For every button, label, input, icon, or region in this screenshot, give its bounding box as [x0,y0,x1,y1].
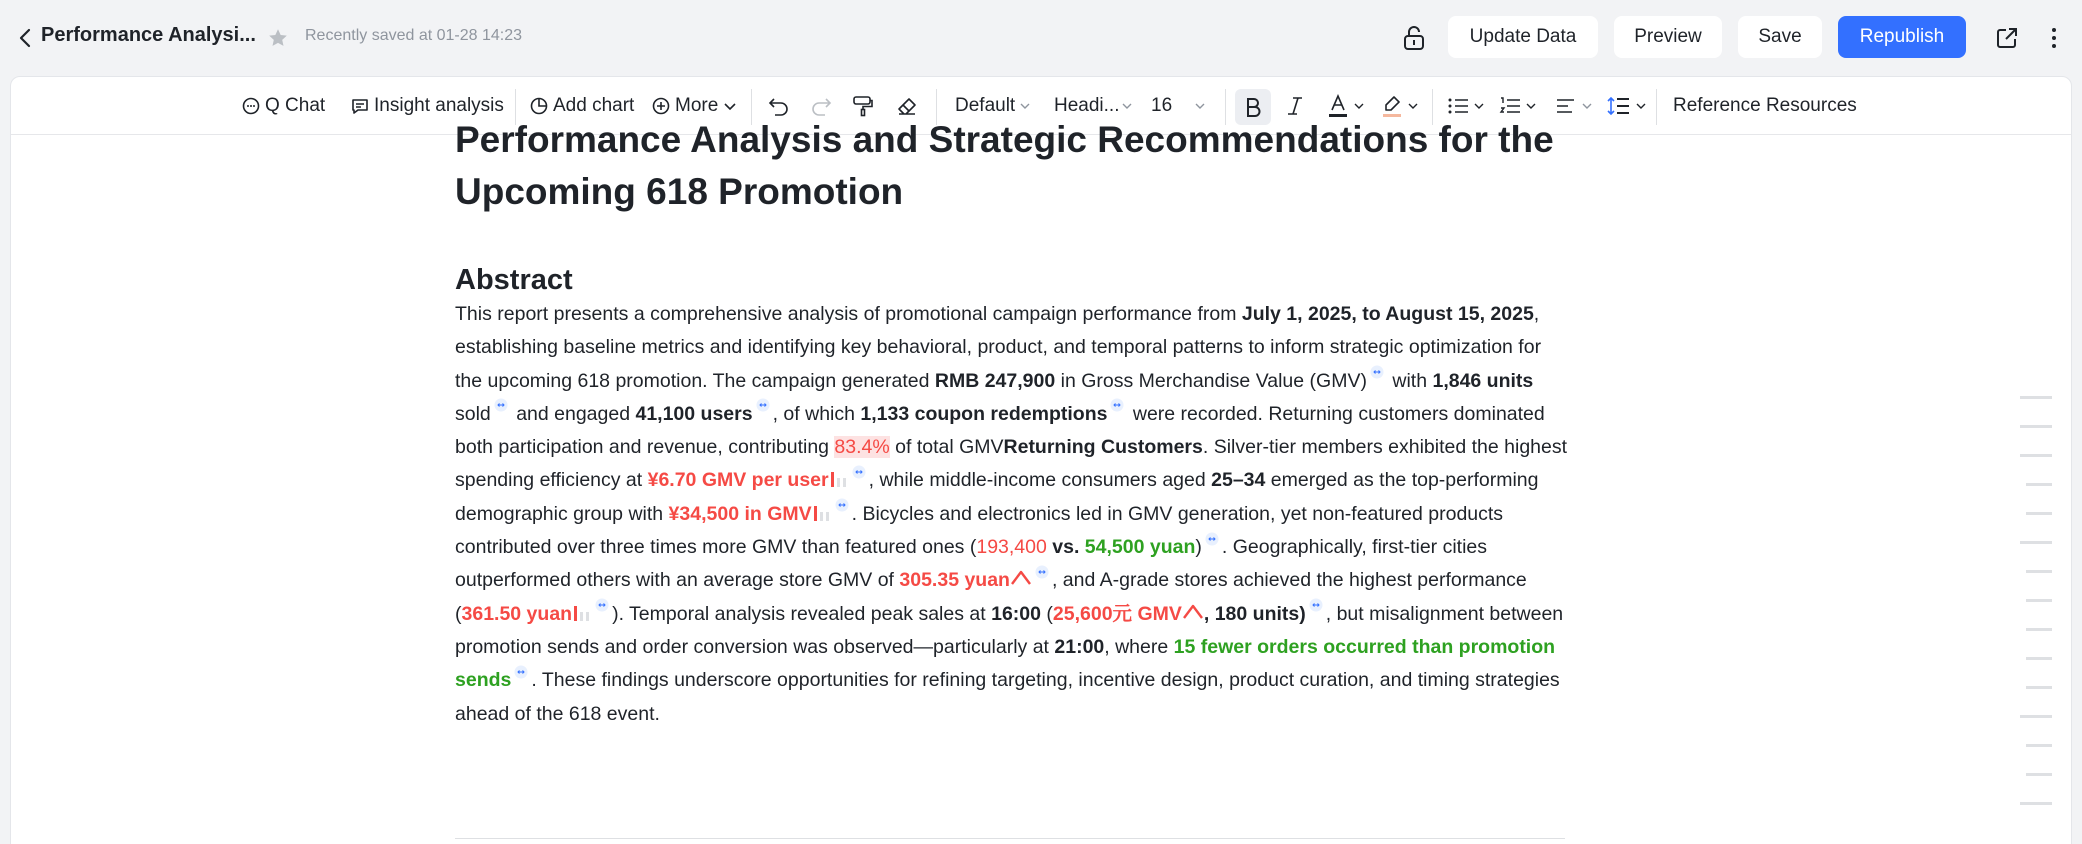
source-link-icon[interactable] [595,598,609,612]
text-run: , of which [772,402,861,425]
text-run: . Bicycles and electronics led in GMV generation, yet non-featured products contributed over three times more GMV than featured ones ( [455,502,1504,559]
outline-marker[interactable] [2020,541,2052,544]
text-run: sold [455,402,491,425]
demographic-gmv-value: ¥34,500 in GMV [668,502,812,525]
text-run: , but misalignment between promotion sends and order conversion was observed—particularly at [455,602,1564,658]
align-left-icon [1555,96,1577,116]
text-run: . These findings underscore opportunities for refining targeting, incentive design, product curation, and timing strategies ahead of the 618 event. [455,669,1560,725]
text-run: in Gross Merchandise Value (GMV) [1055,369,1367,392]
star-icon[interactable] [267,27,289,49]
outline-marker[interactable] [2026,512,2052,515]
text-run: This report presents a comprehensive analysis of promotional campaign performance from [455,303,1242,325]
lock-icon[interactable] [1402,25,1426,51]
back-arrow-icon[interactable] [16,26,36,50]
outline-marker[interactable] [2026,773,2052,776]
text-run: ) [1195,536,1202,559]
content-divider [455,838,1565,839]
more-vertical-icon[interactable] [2047,25,2061,51]
bar-chart-icon [829,470,849,488]
open-external-icon[interactable] [1995,26,2019,50]
featured-gmv-value: 54,500 yuan [1084,536,1196,559]
outline-marker[interactable] [2020,454,2052,457]
outline-marker[interactable] [2026,599,2052,602]
plus-circle-icon [651,96,671,116]
units-value: 1,846 units [1432,369,1534,392]
chevron-down-icon [1019,100,1031,112]
source-link-icon[interactable] [1035,565,1049,579]
abstract-paragraph [455,298,1570,731]
peak-gmv-value: 25,600元 GMV [1052,602,1182,625]
line-spacing-icon [1607,95,1631,117]
chat-icon [241,96,261,116]
preview-button[interactable]: Preview [1614,16,1722,58]
save-button[interactable]: Save [1738,16,1822,58]
style-select-value: Default [955,95,1016,116]
users-value: 41,100 users [635,402,753,425]
gmv-value: RMB 247,900 [934,369,1056,392]
text-run: ( [1040,602,1053,625]
top-bar [0,0,2082,76]
outline-marker[interactable] [2026,628,2052,631]
chevron-down-icon [1525,100,1537,112]
silver-gmv-value: ¥6.70 GMV per user [647,469,829,492]
toolbar-divider [1656,89,1657,125]
source-link-icon[interactable] [756,398,770,412]
text-run: , where [1104,635,1174,658]
chevron-down-icon [1194,100,1206,112]
document-title[interactable]: Performance Analysi... [41,24,256,46]
outline-marker[interactable] [2026,744,2052,747]
store-gmv-value: 305.35 yuan [899,569,1010,592]
font-size-value: 16 [1151,95,1173,116]
peak-hour: 16:00 [991,602,1041,625]
source-link-icon[interactable] [835,498,849,512]
outline-marker[interactable] [2020,425,2052,428]
bar-chart-icon [812,504,832,522]
comment-icon [350,96,370,116]
reference-resources-button[interactable]: Reference Resources [1673,95,1857,116]
update-data-button[interactable]: Update Data [1448,16,1598,58]
text-run: ). Temporal analysis revealed peak sales at [612,602,992,625]
returning-share-value: 83.4% [834,436,890,459]
numbered-list-icon [1499,96,1521,116]
text-run: . Geographically, first-tier cities outperformed others with an average store GMV of [455,536,1488,592]
non-featured-gmv-value: 193,400 [976,536,1047,559]
text-run: with [1386,369,1433,392]
abstract-heading: Abstract [455,264,573,296]
bullet-list-icon [1447,96,1469,116]
bar-chart-icon [572,604,592,622]
source-link-icon[interactable] [852,465,866,479]
republish-button[interactable]: Republish [1838,16,1966,58]
pie-chart-icon [529,96,549,116]
outline-marker[interactable] [2026,657,2052,660]
a-grade-gmv-value: 361.50 yuan [461,602,573,625]
document-outline[interactable] [2016,396,2052,831]
outline-marker[interactable] [2020,802,2052,805]
chevron-down-icon [1635,100,1647,112]
source-link-icon[interactable] [1370,365,1384,379]
source-link-icon[interactable] [1309,598,1323,612]
source-link-icon[interactable] [1205,532,1219,546]
coupon-value: 1,133 coupon redemptions [860,402,1108,425]
misalignment-hour: 21:00 [1054,635,1105,658]
returning-customers-label: Returning Customers [1003,436,1203,459]
chevron-down-icon [1407,100,1419,112]
outline-marker[interactable] [2026,686,2052,689]
chevron-down-icon [1353,100,1365,112]
align-button[interactable] [1555,91,1593,121]
heading-select-value: Headi... [1054,95,1120,116]
text-run: , and A-grade stores achieved the highest performance ( [455,569,1527,625]
source-link-icon[interactable] [494,398,508,412]
chevron-down-icon [1121,100,1133,112]
outline-marker[interactable] [2020,715,2052,718]
q-chat-button[interactable] [241,91,325,121]
date-range: July 1, 2025, to August 15, 2025 [1241,303,1534,325]
text-run: , establishing baseline metrics and identifying key behavioral, product, and temporal patterns to inform strategic optimization for the upcoming 618 promotion. The campaign generated [455,303,1542,392]
outline-marker[interactable] [2020,396,2052,399]
source-link-icon[interactable] [1110,398,1124,412]
save-status: Recently saved at 01-28 14:23 [305,27,523,44]
age-range: 25–34 [1211,469,1266,492]
fewer-orders-note: 15 fewer orders occurred than promotion sends [455,635,1556,692]
insight-analysis-label: Insight analysis [374,95,504,116]
text-run: and engaged [510,402,636,425]
chevron-down-icon [1473,100,1485,112]
vs-label: vs. [1046,536,1085,559]
trend-up-icon [1010,568,1032,586]
trend-up-icon [1182,602,1204,620]
chevron-down-icon [722,98,738,114]
chevron-down-icon [1581,100,1593,112]
outline-marker[interactable] [2026,570,2052,573]
text-run: emerged as the top-performing demographic group with [455,469,1539,525]
document-heading: Performance Analysis and Strategic Recommendations for the Upcoming 618 Promotion [455,119,1554,212]
peak-units: , 180 units) [1203,602,1306,625]
add-chart-label: Add chart [553,95,635,116]
line-spacing-button[interactable] [1607,91,1647,121]
q-chat-label: Q Chat [265,95,326,116]
text-run: , while middle-income consumers aged [868,469,1212,492]
more-label: More [675,95,719,116]
outline-marker[interactable] [2026,483,2052,486]
text-run: . Silver-tier members exhibited the highest spending efficiency at [455,436,1568,492]
text-run: were recorded. Returning customers dominated both participation and revenue, contributing [455,402,1545,459]
source-link-icon[interactable] [514,665,528,679]
text-run: of total GMV [889,436,1004,459]
